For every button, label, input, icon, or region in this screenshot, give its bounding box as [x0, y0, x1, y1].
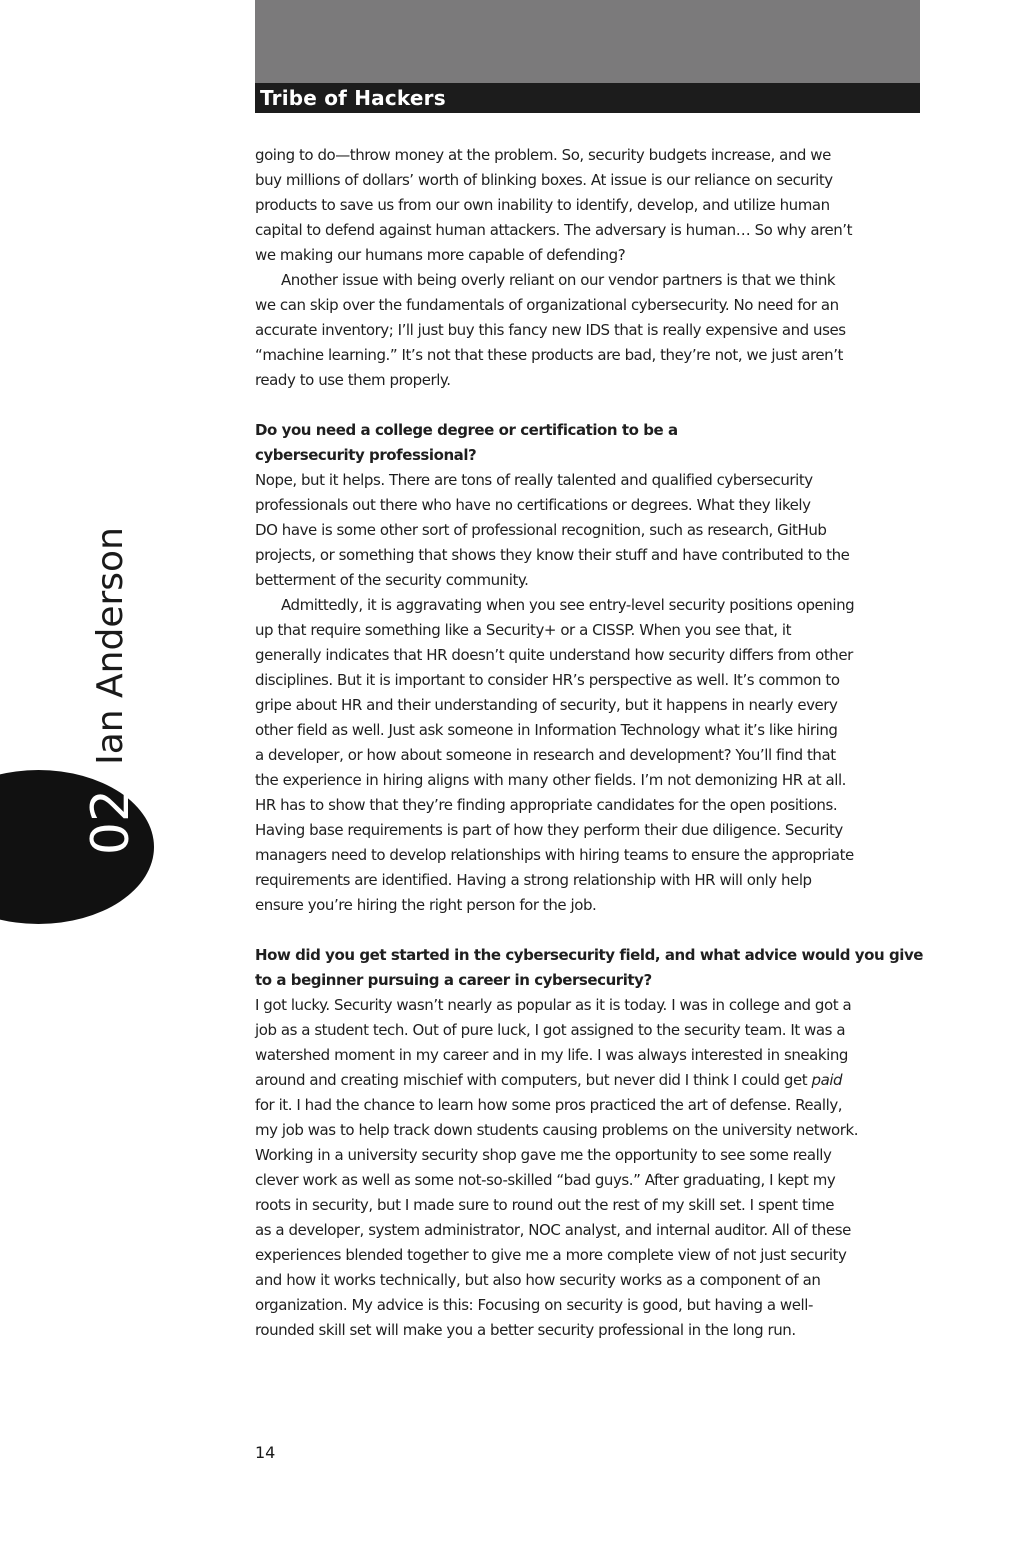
paragraph-intro-2	[255, 268, 917, 393]
text-line: projects, or something that shows they know their stuff and have contributed to the	[255, 546, 850, 564]
text-line: watershed moment in my career and in my life. I was always interested in sneaking	[255, 1046, 848, 1064]
text-line: Having base requirements is part of how they perform their due diligence. Security	[255, 821, 843, 839]
header-bar	[255, 83, 920, 113]
text-line: as a developer, system administrator, NOC analyst, and internal auditor. All of these	[255, 1221, 851, 1239]
text-line: generally indicates that HR doesn’t quite understand how security differs from other	[255, 646, 853, 664]
question-heading	[255, 943, 924, 993]
text-line: we can skip over the fundamentals of organizational cybersecurity. No need for an	[255, 296, 839, 314]
answer-paragraph	[255, 993, 917, 1343]
text-line: my job was to help track down students causing problems on the university network.	[255, 1121, 859, 1139]
text-line: rounded skill set will make you a better security professional in the long run.	[255, 1321, 796, 1339]
text-line: Nope, but it helps. There are tons of really talented and qualified cybersecurity	[255, 471, 813, 489]
answer-paragraph	[255, 468, 917, 593]
text-line: managers need to develop relationships with hiring teams to ensure the appropriate	[255, 846, 854, 864]
text-line: cybersecurity professional?	[255, 446, 477, 464]
answer-paragraph	[255, 593, 917, 918]
text-line: and how it works technically, but also how security works as a component of an	[255, 1271, 821, 1289]
text-line: organization. My advice is this: Focusing on security is good, but having a well-	[255, 1296, 813, 1314]
text-segment: around and creating mischief with computers, but never did I think I could get	[255, 1071, 812, 1089]
text-line: ready to use them properly.	[255, 371, 451, 389]
text-line: Admittedly, it is aggravating when you see entry-level security positions opening	[281, 596, 855, 614]
text-line: Do you need a college degree or certification to be a	[255, 421, 678, 439]
text-line: up that require something like a Security+ or a CISSP. When you see that, it	[255, 621, 791, 639]
book-title: Tribe of Hackers	[260, 86, 446, 110]
text-line: requirements are identified. Having a strong relationship with HR will only help	[255, 871, 812, 889]
text-line: HR has to show that they’re finding appropriate candidates for the open positions.	[255, 796, 838, 814]
text-line: ensure you’re hiring the right person for the job.	[255, 896, 597, 914]
author-name: Ian Anderson	[90, 527, 131, 765]
text-line: we making our humans more capable of defending?	[255, 246, 626, 264]
text-line: the experience in hiring aligns with many other fields. I’m not demonizing HR at all.	[255, 771, 846, 789]
text-line: clever work as well as some not-so-skilled “bad guys.” After graduating, I kept my	[255, 1171, 836, 1189]
header-band	[255, 0, 920, 83]
text-line: DO have is some other sort of professional recognition, such as research, GitHub	[255, 521, 827, 539]
text-line: Another issue with being overly reliant on our vendor partners is that we think	[281, 271, 836, 289]
text-line: job as a student tech. Out of pure luck, I got assigned to the security team. It was a	[255, 1021, 846, 1039]
text-line: roots in security, but I made sure to round out the rest of my skill set. I spent time	[255, 1196, 835, 1214]
text-line: “machine learning.” It’s not that these products are bad, they’re not, we just aren’t	[255, 346, 843, 364]
text-line: betterment of the security community.	[255, 571, 529, 589]
text-line: How did you get started in the cybersecurity field, and what advice would you give	[255, 946, 924, 964]
text-line: capital to defend against human attackers. The adversary is human… So why aren’t	[255, 221, 853, 239]
text-line: products to save us from our own inability to identify, develop, and utilize human	[255, 196, 830, 214]
text-line: Working in a university security shop gave me the opportunity to see some really	[255, 1146, 832, 1164]
paragraph-intro-1	[255, 143, 917, 268]
text-line: going to do—throw money at the problem. So, security budgets increase, and we	[255, 146, 831, 164]
text-line: gripe about HR and their understanding of security, but it happens in nearly every	[255, 696, 838, 714]
page-number: 14	[255, 1443, 276, 1462]
text-line: I got lucky. Security wasn’t nearly as popular as it is today. I was in college and got a	[255, 996, 852, 1014]
text-line: experiences blended together to give me a more complete view of not just security	[255, 1246, 847, 1264]
text-line: other field as well. Just ask someone in Information Technology what it’s like hiring	[255, 721, 838, 739]
text-line: disciplines. But it is important to consider HR’s perspective as well. It’s common to	[255, 671, 840, 689]
text-line	[255, 1068, 917, 1093]
text-line: accurate inventory; I’ll just buy this fancy new IDS that is really expensive and uses	[255, 321, 846, 339]
text-line: a developer, or how about someone in research and development? You’ll find that	[255, 746, 836, 764]
text-line: buy millions of dollars’ worth of blinking boxes. At issue is our reliance on security	[255, 171, 833, 189]
chapter-number: 02	[81, 788, 141, 856]
page-body	[255, 143, 924, 1343]
text-line: for it. I had the chance to learn how some pros practiced the art of defense. Really,	[255, 1096, 843, 1114]
italic-word: paid	[811, 1071, 843, 1089]
text-line: professionals out there who have no certifications or degrees. What they likely	[255, 496, 811, 514]
question-heading	[255, 418, 917, 468]
text-line: to a beginner pursuing a career in cybersecurity?	[255, 971, 652, 989]
